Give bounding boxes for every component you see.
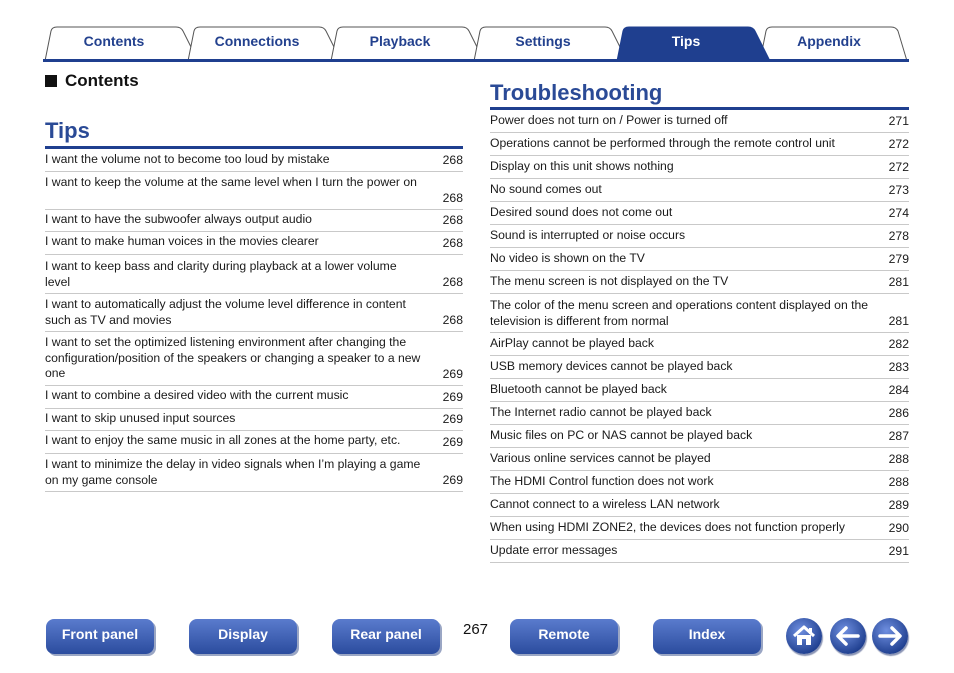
troubleshooting-row[interactable]: Operations cannot be performed through the remote control unit 272 <box>490 133 909 156</box>
tips-row[interactable]: I want to keep bass and clarity during playback at a lower volume level 268 <box>45 255 463 294</box>
back-button[interactable] <box>830 618 866 654</box>
troubleshooting-row[interactable]: Desired sound does not come out 274 <box>490 202 909 225</box>
troubleshooting-row[interactable]: Music files on PC or NAS cannot be played back 287 <box>490 425 909 448</box>
troubleshooting-row[interactable]: Sound is interrupted or noise occurs 278 <box>490 225 909 248</box>
rear-panel-button[interactable]: Rear panel <box>332 619 440 654</box>
arrow-left-icon <box>830 618 866 654</box>
troubleshooting-list <box>490 110 909 563</box>
tab-underline <box>43 59 909 62</box>
troubleshooting-row[interactable]: No video is shown on the TV 279 <box>490 248 909 271</box>
tips-row[interactable]: I want to make human voices in the movies clearer 268 <box>45 232 463 255</box>
tips-row[interactable]: I want to keep the volume at the same level when I turn the power on 268 <box>45 172 463 210</box>
arrow-right-icon <box>872 618 908 654</box>
contents-heading-label: Contents <box>65 71 139 90</box>
home-button[interactable] <box>786 618 822 654</box>
troubleshooting-row[interactable]: When using HDMI ZONE2, the devices does not function properly 290 <box>490 517 909 540</box>
troubleshooting-row[interactable]: USB memory devices cannot be played back 283 <box>490 356 909 379</box>
tab-playback[interactable]: Playback <box>369 33 431 49</box>
tips-row[interactable]: I want to combine a desired video with the current music 269 <box>45 386 463 409</box>
troubleshooting-row[interactable]: Power does not turn on / Power is turned off 271 <box>490 110 909 133</box>
tab-connections[interactable]: Connections <box>214 33 300 49</box>
tab-settings[interactable]: Settings <box>515 33 571 49</box>
front-panel-button[interactable]: Front panel <box>46 619 154 654</box>
troubleshooting-row[interactable]: AirPlay cannot be played back 282 <box>490 333 909 356</box>
troubleshooting-row[interactable]: The Internet radio cannot be played back 286 <box>490 402 909 425</box>
troubleshooting-row[interactable]: The menu screen is not displayed on the TV 281 <box>490 271 909 294</box>
troubleshooting-row[interactable]: Update error messages 291 <box>490 540 909 563</box>
tips-row[interactable]: I want to skip unused input sources 269 <box>45 409 463 431</box>
top-tab-bar <box>43 26 909 62</box>
forward-button[interactable] <box>872 618 908 654</box>
tips-row[interactable]: I want to enjoy the same music in all zones at the home party, etc. 269 <box>45 431 463 454</box>
contents-heading <box>45 71 139 91</box>
troubleshooting-row[interactable]: Display on this unit shows nothing 272 <box>490 156 909 179</box>
tips-row[interactable]: I want the volume not to become too loud by mistake 268 <box>45 149 463 172</box>
page-number: 267 <box>463 621 489 638</box>
tips-row[interactable]: I want to automatically adjust the volume level difference in content such as TV and movies 268 <box>45 294 463 332</box>
troubleshooting-row[interactable]: Bluetooth cannot be played back 284 <box>490 379 909 402</box>
tips-title: Tips <box>45 118 90 143</box>
square-bullet-icon <box>45 75 57 87</box>
tab-tips[interactable]: Tips <box>671 33 701 49</box>
tips-list <box>45 149 463 492</box>
home-icon <box>786 618 822 654</box>
tips-row[interactable]: I want to minimize the delay in video signals when I’m playing a game on my game console 269 <box>45 454 463 492</box>
tips-row[interactable]: I want to have the subwoofer always output audio 268 <box>45 210 463 232</box>
tab-contents[interactable]: Contents <box>83 33 145 49</box>
troubleshooting-row[interactable]: No sound comes out 273 <box>490 179 909 202</box>
display-button[interactable]: Display <box>189 619 297 654</box>
troubleshooting-row[interactable]: The HDMI Control function does not work 288 <box>490 471 909 494</box>
troubleshooting-row[interactable]: Cannot connect to a wireless LAN network 289 <box>490 494 909 517</box>
index-button[interactable]: Index <box>653 619 761 654</box>
troubleshooting-row[interactable]: Various online services cannot be played 288 <box>490 448 909 471</box>
tab-appendix[interactable]: Appendix <box>797 33 861 49</box>
tips-row[interactable]: I want to set the optimized listening environment after changing the configuration/position of the speakers or changing a speaker to a new one 269 <box>45 332 463 386</box>
troubleshooting-title: Troubleshooting <box>490 80 663 105</box>
remote-button[interactable]: Remote <box>510 619 618 654</box>
troubleshooting-row[interactable]: The color of the menu screen and operations content displayed on the television is different from normal 281 <box>490 294 909 333</box>
